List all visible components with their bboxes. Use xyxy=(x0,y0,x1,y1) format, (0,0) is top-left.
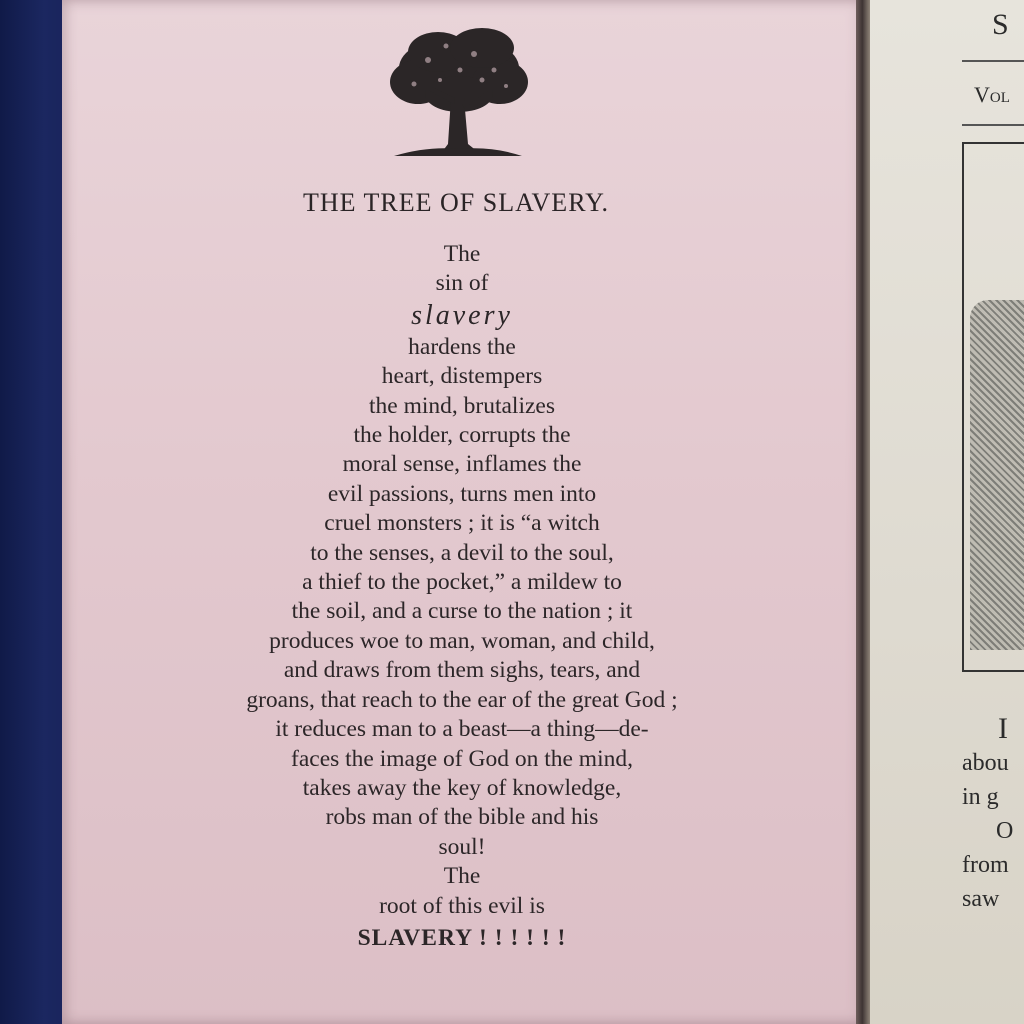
right-page-text-line: from xyxy=(962,852,1009,878)
poem-final-line: SLAVERY ! ! ! ! ! ! xyxy=(357,924,567,951)
poem-line: evil passions, turns men into xyxy=(327,480,597,507)
right-page-rule-lower xyxy=(962,124,1024,126)
poem-line: and draws from them sighs, tears, and xyxy=(283,657,641,684)
poem-line: soul! xyxy=(438,833,486,860)
right-page-engraving xyxy=(970,300,1024,650)
poem-line: it reduces man to a beast—a thing—de- xyxy=(275,716,649,743)
right-page-text-line: in g xyxy=(962,784,999,810)
tree-shaped-poem xyxy=(72,240,852,955)
poem-line: The xyxy=(443,241,481,267)
poem-line: produces woe to man, woman, and child, xyxy=(269,627,655,654)
poem-line: heart, distempers xyxy=(381,363,543,390)
poem-line: sin of xyxy=(435,270,489,297)
poem-line: robs man of the bible and his xyxy=(325,804,599,831)
poem-line: the soil, and a curse to the nation ; it xyxy=(291,598,633,625)
poem-line: takes away the key of knowledge, xyxy=(302,774,622,801)
poem-line: the mind, brutalizes xyxy=(369,392,555,419)
right-page-text-line: O xyxy=(996,818,1014,844)
poem-line: groans, that reach to the ear of the great God ; xyxy=(246,686,678,713)
poem-line: root of this evil is xyxy=(379,892,545,919)
poem-line: to the senses, a devil to the soul, xyxy=(310,539,614,566)
poem-line: cruel monsters ; it is “a witch xyxy=(324,510,600,537)
poem-line: the holder, corrupts the xyxy=(353,422,571,449)
book-gutter xyxy=(856,0,870,1024)
right-page-text-line: abou xyxy=(962,750,1009,776)
right-page-rule xyxy=(962,60,1024,62)
right-page-text xyxy=(962,712,1024,916)
poem-line: a thief to the pocket,” a mildew to xyxy=(302,569,622,596)
poem-line: faces the image of God on the mind, xyxy=(291,745,633,772)
right-page-text-line: I xyxy=(998,712,1008,745)
right-page-text-line: saw xyxy=(962,886,1000,912)
poem-line-emphasis: slavery xyxy=(411,299,513,331)
poem-line: The xyxy=(443,863,481,890)
poem-title: THE TREE OF SLAVERY. xyxy=(302,188,610,217)
right-page-volume-label: Vol xyxy=(974,82,1010,107)
poem-line: moral sense, inflames the xyxy=(342,451,582,478)
right-page xyxy=(866,0,1024,1024)
poem-line: hardens the xyxy=(408,333,516,360)
right-page-header: S xyxy=(992,8,1009,41)
tree-woodcut-icon xyxy=(388,24,530,160)
